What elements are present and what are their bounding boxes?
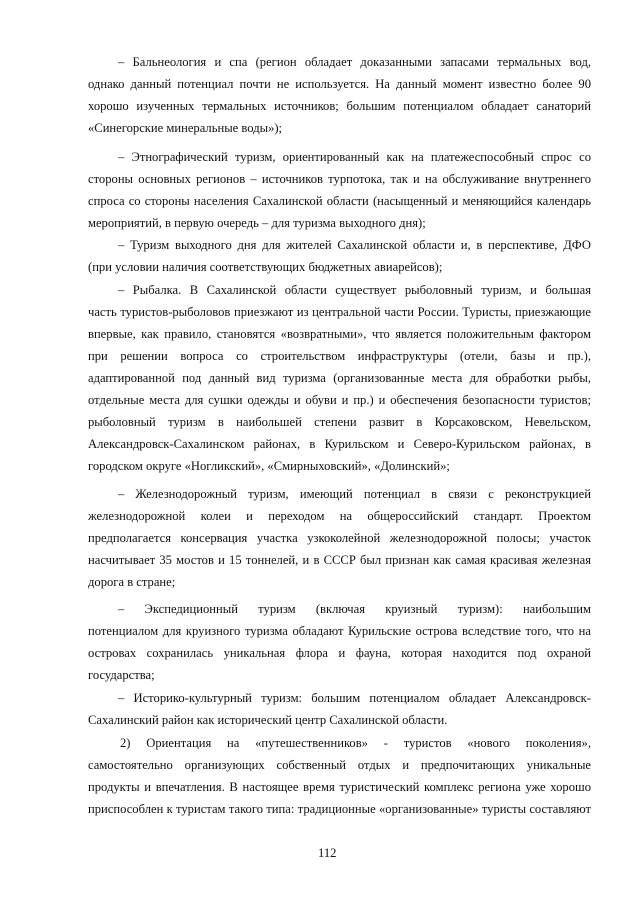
text-line: Александровск-Сахалинском районах, в Курильском и Северо-Курильском районах, в [88, 437, 591, 451]
text-line: (при условии наличия соответствующих бюджетных авиарейсов); [88, 260, 443, 274]
text-line: – Этнографический туризм, ориентированный как на платежеспособный спрос со [118, 150, 591, 164]
text-line: хорошо изученных термальных источников; большим потенциалом обладает санаторий [88, 99, 591, 113]
text-line: городском округе «Ногликский», «Смирныховский», «Долинский»; [88, 459, 450, 473]
text-line: насчитывает 35 мостов и 15 тоннелей, и в СССР был признан как самая красивая железная [88, 553, 591, 567]
text-line: – Историко-культурный туризм: большим потенциалом обладает Александровск- [118, 691, 591, 705]
text-line: спроса со стороны населения Сахалинской области (насыщенный и меняющийся календарь [88, 194, 591, 208]
text-line: 2) Ориентация на «путешественников» - туристов «нового поколения», [120, 736, 591, 750]
text-line: рыболовный туризм в наибольшей степени развит в Корсаковском, Невельском, [88, 415, 591, 429]
page-number: 112 [318, 846, 337, 860]
text-line: стороны основных регионов – источников турпотока, так и на обслуживание внутреннего [88, 172, 591, 186]
text-line: при решении вопроса со строительством инфраструктуры (отели, базы и пр.), [88, 349, 591, 363]
text-line: «Синегорские минеральные воды»); [88, 121, 283, 135]
text-line: – Туризм выходного дня для жителей Сахалинской области и, в перспективе, ДФО [118, 238, 591, 252]
text-line: дорога в стране; [88, 575, 176, 589]
text-line: адаптированной под данный вид туризма (организованные места для обработки рыбы, [88, 371, 591, 385]
text-line: потенциалом для круизного туризма обладают Курильские острова вследствие того, что на [88, 624, 591, 638]
text-line: самостоятельно организующих собственный отдых и предпочитающих уникальные [88, 758, 591, 772]
text-line: часть туристов-рыболовов приезжают из центральной части России. Туристы, приезжающие [88, 305, 591, 319]
text-line: продукты и впечатления. В настоящее время туристический комплекс региона уже хорошо [88, 780, 591, 794]
text-line: впервые, как правило, становятся «возвратными», что является положительным фактором [88, 327, 591, 341]
text-line: однако данный потенциал почти не используется. На данный момент известно более 90 [88, 77, 591, 91]
text-line: государства; [88, 668, 155, 682]
text-line: – Экспедиционный туризм (включая круизный туризм): наибольшим [118, 602, 591, 616]
text-line: приспособлен к туристам такого типа: традиционные «организованные» туристы составляют [88, 802, 591, 816]
text-line: железнодорожной колеи и переходом на общероссийский стандарт. Проектом [88, 509, 591, 523]
text-line: мероприятий, в первую очередь – для туризма выходного дня); [88, 216, 426, 230]
text-line: островах сохранилась уникальная флора и фауна, которая находится под охраной [88, 646, 591, 660]
text-line: – Рыбалка. В Сахалинской области существует рыболовный туризм, и большая [118, 283, 591, 297]
text-line: – Бальнеология и спа (регион обладает доказанными запасами термальных вод, [118, 55, 591, 69]
text-line: – Железнодорожный туризм, имеющий потенциал в связи с реконструкцией [118, 487, 591, 501]
text-line: Сахалинский район как исторический центр Сахалинской области. [88, 713, 448, 727]
text-line: отдельные места для сушки одежды и обуви и пр.) и обеспечения безопасности туристов; [88, 393, 591, 407]
text-line: предполагается консервация участка узкоколейной железнодорожной полосы; участок [88, 531, 591, 545]
